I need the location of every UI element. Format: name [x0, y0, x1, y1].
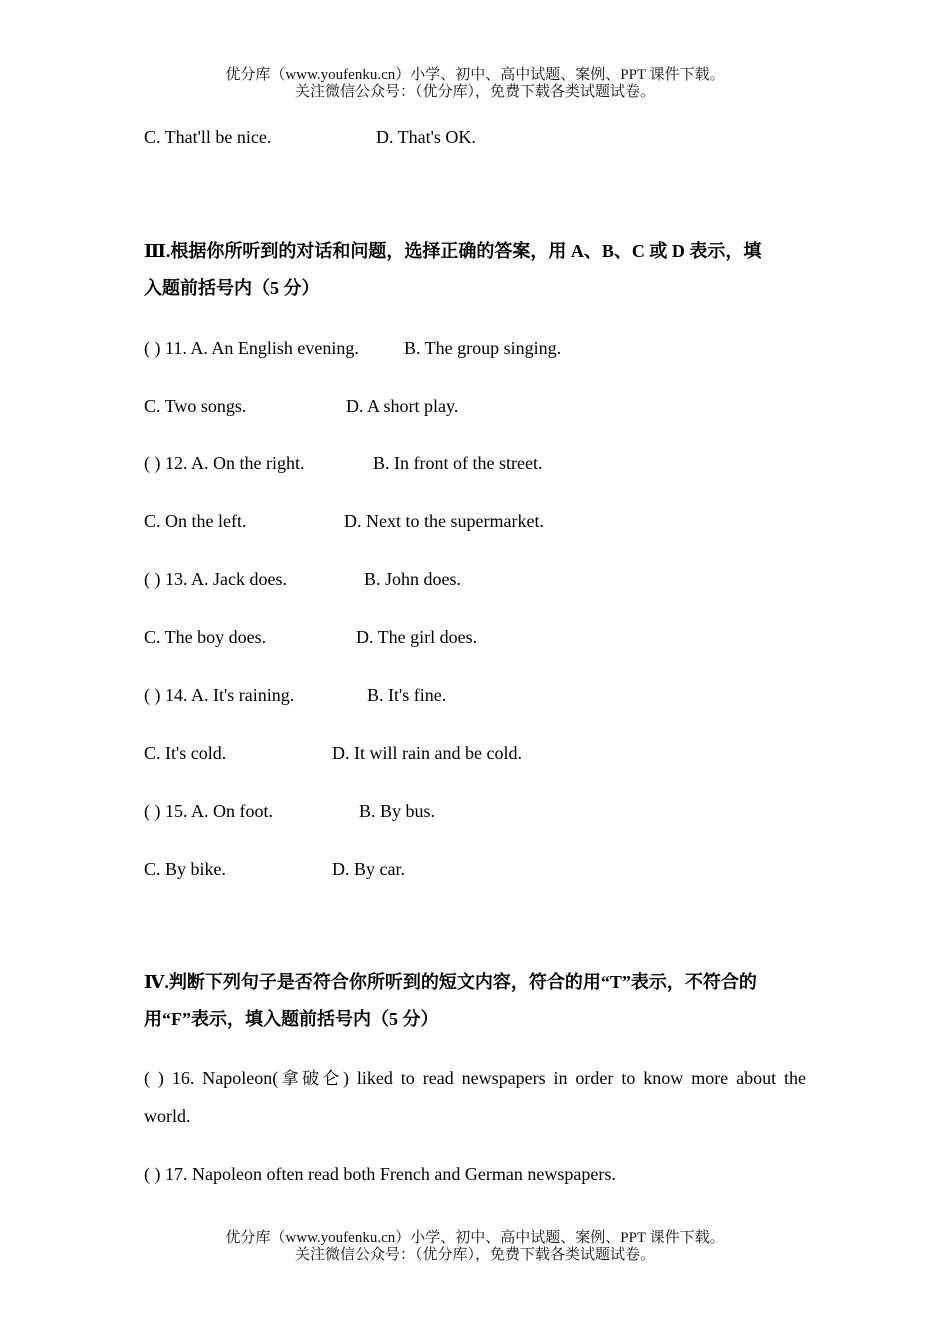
prev-option-d: D. That's OK.: [376, 127, 476, 147]
q12-option-b: B. In front of the street.: [373, 453, 543, 473]
section-4-title: [144, 964, 806, 1038]
q13-option-b: B. John does.: [364, 569, 462, 589]
q11-option-d: D. A short play.: [346, 396, 459, 416]
section-3-title: [144, 233, 806, 307]
q16-chinese-name: 拿破仑: [278, 1069, 343, 1089]
question-12: ( ) 12. A. On the right.: [144, 453, 305, 473]
header-line-1: 优分库（www.youfenku.cn）小学、初中、高中试题、案例、PPT 课件下载。: [225, 67, 725, 83]
q12-option-d: D. Next to the supermarket.: [344, 511, 544, 531]
question-13: ( ) 13. A. Jack does.: [144, 569, 287, 589]
question-14: ( ) 14. A. It's raining.: [144, 685, 295, 705]
question-17: ( ) 17. Napoleon often read both French and German newspapers.: [144, 1164, 616, 1184]
prev-option-c: C. That'll be nice.: [144, 127, 272, 147]
header-line-2: 关注微信公众号：（优分库），免费下载各类试题试卷。: [294, 84, 655, 100]
section-4-title-line-1: Ⅳ.判断下列句子是否符合你所听到的短文内容，符合的用“T”表示，不符合的: [144, 972, 757, 992]
q12-option-c: C. On the left.: [144, 511, 247, 531]
q11-option-b: B. The group singing.: [404, 338, 562, 358]
section-3-title-line-1: Ⅲ.根据你所听到的对话和问题，选择正确的答案，用 A、B、C 或 D 表示，填: [144, 241, 762, 261]
q11-option-c: C. Two songs.: [144, 396, 247, 416]
q13-option-c: C. The boy does.: [144, 627, 267, 647]
page-header: [0, 67, 950, 101]
question-15: ( ) 15. A. On foot.: [144, 801, 273, 821]
q16-text-b: ) liked to read newspapers in order to know more about the: [342, 1068, 807, 1088]
question-16: [144, 1060, 806, 1135]
q15-option-c: C. By bike.: [144, 859, 227, 879]
question-11: ( ) 11. A. An English evening.: [144, 338, 359, 358]
q16-line-2: world.: [144, 1106, 191, 1126]
q16-line-1: [144, 1060, 806, 1098]
page-footer: [0, 1230, 950, 1264]
section-4-title-line-2: 用“F”表示，填入题前括号内（5 分）: [144, 1009, 439, 1029]
q13-option-d: D. The girl does.: [356, 627, 478, 647]
q14-option-d: D. It will rain and be cold.: [332, 743, 522, 763]
q14-option-c: C. It's cold.: [144, 743, 227, 763]
q14-option-b: B. It's fine.: [367, 685, 447, 705]
q15-option-d: D. By car.: [332, 859, 405, 879]
q15-option-b: B. By bus.: [359, 801, 436, 821]
footer-line-2: 关注微信公众号：（优分库），免费下载各类试题试卷。: [294, 1247, 655, 1263]
q16-text-a: ( ) 16. Napoleon(: [144, 1068, 279, 1088]
footer-line-1: 优分库（www.youfenku.cn）小学、初中、高中试题、案例、PPT 课件下载。: [225, 1230, 725, 1246]
section-3-title-line-2: 入题前括号内（5 分）: [144, 278, 320, 298]
